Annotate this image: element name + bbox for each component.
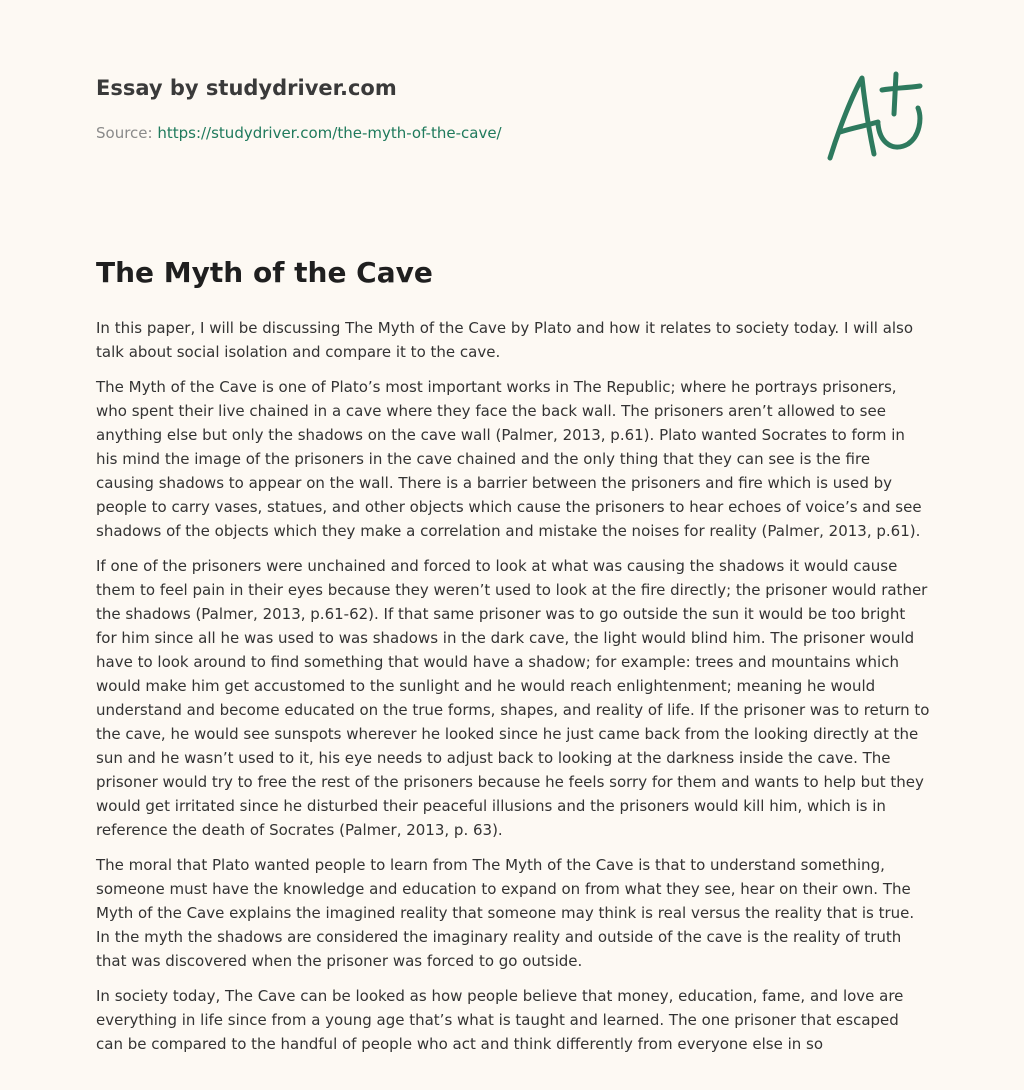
essay-title: The Myth of the Cave bbox=[96, 256, 433, 289]
paragraph-1: In this paper, I will be discussing The Myth of the Cave by Plato and how it relates to society today. I will also talk about social isolation and compare it to the cave. bbox=[96, 319, 914, 361]
paragraph-2: The Myth of the Cave is one of Plato’s most important works in The Republic; where he portrays prisoners, who spent their live chained in a cave where they face the back wall. The prisoners aren’t allowed to see anything else but only the shadows on the cave wall (Palmer, 2013, p.61). Plato wanted Socrates to form in his mind the image of the prisoners in the cave chained and the only thing that they can see is the fire causing shadows to appear on the wall. There is a barrier between the prisoners and fire which is used by people to carry vases, statues, and other objects which cause the prisoners to hear echoes of voice’s and see shadows of the objects which they make a correlation and mistake the noises for reality (Palmer, 2013, p.61). bbox=[96, 378, 922, 540]
source-label: Source: bbox=[96, 124, 158, 142]
essay-body bbox=[96, 316, 930, 1067]
paragraph-3: If one of the prisoners were unchained and forced to look at what was causing the shadows it would cause them to feel pain in their eyes because they weren’t used to look at the fire directly; the prisoner would rather the shadows (Palmer, 2013, p.61-62). If that same prisoner was to go outside the sun it would be too bright for him since all he was used to was shadows in the dark cave, the light would blind him. The prisoner would have to look around to find something that would have a shadow; for example: trees and mountains which would make him get accustomed to the sunlight and he would reach enlightenment; meaning he would understand and become educated on the true forms, shapes, and reality of life. If the prisoner was to return to the cave, he would see sunspots wherever he looked since he just came back from the looking directly at the sun and he wasn’t used to it, his eye needs to adjust back to looking at the darkness inside the cave. The prisoner would try to free the rest of the prisoners because he feels sorry for them and wants to help but they would get irritated since he disturbed their peaceful illusions and the prisoners would kill him, which is in reference the death of Socrates (Palmer, 2013, p. 63). bbox=[96, 557, 930, 839]
paragraph-5: In society today, The Cave can be looked as how people believe that money, education, fame, and love are everything in life since from a young age that’s what is taught and learned. The one prisoner that escaped can be compared to the handful of people who act and think differently from everyone else in so bbox=[96, 987, 904, 1053]
source-line bbox=[96, 124, 502, 142]
paragraph-4: The moral that Plato wanted people to learn from The Myth of the Cave is that to understand something, someone must have the knowledge and education to expand on from what they see, hear on their own. The Myth of the Cave explains the imagined reality that someone may think is real versus the reality that is true. In the myth the shadows are considered the imaginary reality and outside of the cave is the reality of truth that was discovered when the prisoner was forced to go outside. bbox=[96, 856, 915, 970]
a-plus-logo-svg bbox=[818, 66, 930, 166]
source-link[interactable]: https://studydriver.com/the-myth-of-the-cave/ bbox=[157, 124, 502, 142]
a-plus-logo-icon bbox=[818, 66, 930, 166]
site-title: Essay by studydriver.com bbox=[96, 76, 397, 100]
